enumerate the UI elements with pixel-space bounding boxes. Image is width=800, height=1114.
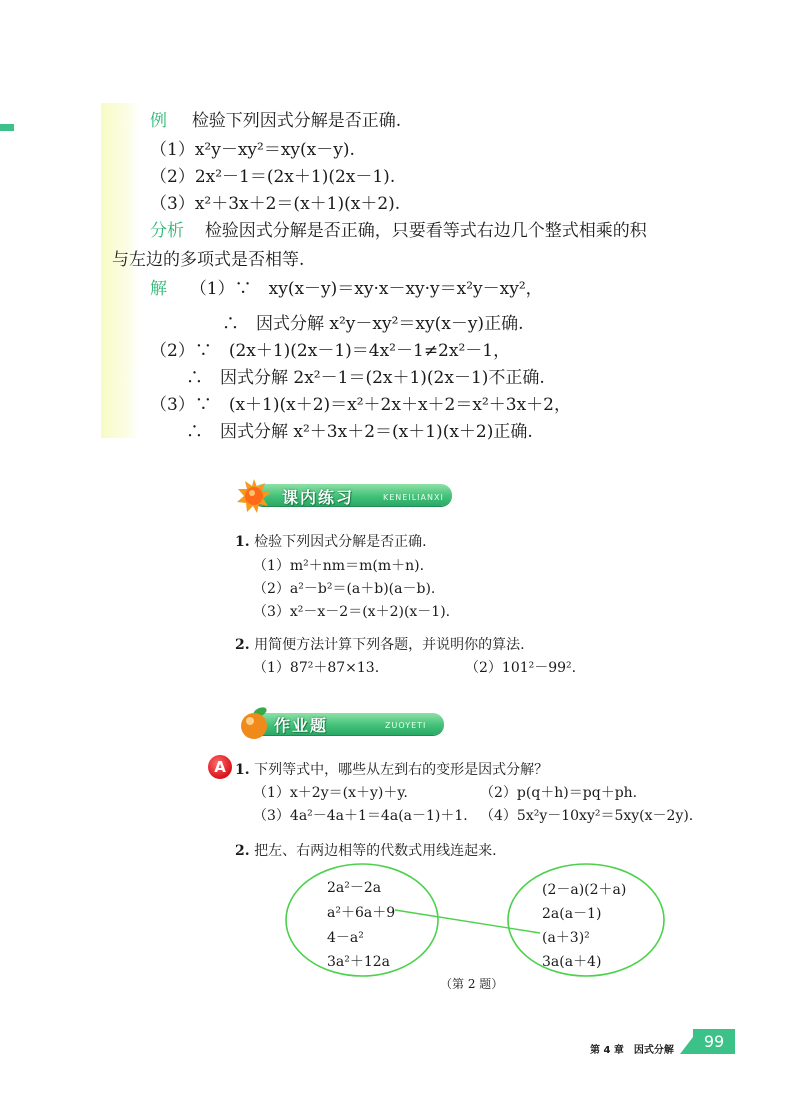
left-expr-3: 4－a² (327, 930, 364, 946)
homework-q2-text: 把左、右两边相等的代数式用线连起来. (254, 843, 497, 859)
practice-q2-number: 2. (235, 637, 250, 653)
solution-text-1: （1）∵ xy(x－y)＝xy·x－xy·y＝x²y－xy²， (189, 279, 543, 299)
solution-line-5: （3）∵ (x＋1)(x＋2)＝x²＋2x＋x＋2＝x²＋3x＋2， (150, 395, 571, 415)
footer-tab-corner (680, 1037, 693, 1054)
practice-q1-item-1: （1）m²＋nm＝m(m＋n). (253, 558, 425, 574)
solution-line-6: ∴ 因式分解 x²＋3x＋2＝(x＋1)(x＋2)正确. (186, 422, 533, 442)
solution-line-4: ∴ 因式分解 2x²－1＝(2x＋1)(2x－1)不正确. (186, 368, 545, 388)
right-expr-3: (a＋3)² (542, 930, 590, 946)
homework-q1-number: 1. (235, 762, 250, 778)
left-expr-2: a²＋6a＋9 (327, 905, 396, 921)
practice-title: 课内练习 (282, 488, 355, 507)
level-a-badge: A (208, 755, 232, 779)
homework-subtitle: ZUOYETI (385, 721, 427, 730)
practice-q2-item-1: （1）87²＋87×13. (253, 660, 380, 676)
analysis-line-2: 与左边的多项式是否相等. (112, 250, 305, 270)
solution-line-2: ∴ 因式分解 x²y－xy²＝xy(x－y)正确. (222, 314, 524, 334)
right-expr-4: 3a(a＋4) (542, 954, 602, 970)
example-item-1: （1）x²y－xy²＝xy(x－y). (150, 140, 355, 160)
practice-q2-item-2: （2）101²－99². (465, 660, 577, 676)
homework-q1-item-2: （2）p(q＋h)＝pq＋ph. (480, 785, 638, 801)
practice-q1-number: 1. (235, 534, 250, 550)
practice-q1-item-3: （3）x²－x－2＝(x＋2)(x－1). (253, 604, 451, 620)
example-item-2: （2）2x²－1＝(2x＋1)(2x－1). (150, 167, 396, 187)
left-expr-1: 2a²－2a (327, 880, 382, 896)
example-label: 例 (150, 111, 167, 131)
practice-q2-text: 用简便方法计算下列各题，并说明你的算法. (254, 637, 525, 653)
example-item-3: （3）x²＋3x＋2＝(x＋1)(x＋2). (150, 194, 401, 214)
page-number: 99 (693, 1029, 735, 1054)
figure-caption: （第 2 题） (440, 977, 504, 991)
homework-q1-item-4: （4）5x²y－10xy²＝5xy(x－2y). (480, 808, 694, 824)
homework-q2-number: 2. (235, 843, 250, 859)
right-expr-2: 2a(a－1) (542, 906, 602, 922)
analysis-label: 分析 (150, 221, 184, 241)
practice-q1-text: 检验下列因式分解是否正确. (254, 534, 427, 550)
left-expr-4: 3a²＋12a (327, 954, 391, 970)
homework-q1-item-1: （1）x＋2y＝(x＋y)＋y. (253, 785, 408, 801)
right-expr-1: (2－a)(2＋a) (542, 882, 627, 898)
practice-subtitle: KENEILIANXI (383, 493, 444, 502)
homework-q1-text: 下列等式中，哪些从左到右的变形是因式分解？ (254, 762, 549, 778)
example-title: 检验下列因式分解是否正确. (191, 111, 402, 131)
solution-label: 解 (150, 279, 167, 299)
practice-q1-item-2: （2）a²－b²＝(a＋b)(a－b). (253, 581, 436, 597)
matching-line (395, 910, 540, 933)
homework-title: 作业题 (274, 716, 329, 735)
solution-line-3: （2）∵ (2x＋1)(2x－1)＝4x²－1≠2x²－1， (150, 341, 511, 361)
homework-q1-item-3: （3）4a²－4a＋1＝4a(a－1)＋1. (253, 808, 468, 824)
analysis-text: 检验因式分解是否正确，只要看等式右边几个整式相乘的积 (204, 221, 647, 241)
footer-chapter: 第 4 章 因式分解 (590, 1045, 674, 1056)
